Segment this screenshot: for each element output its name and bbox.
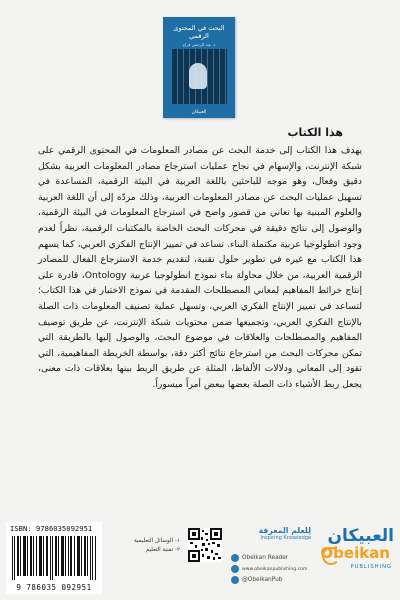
globe-icon: [231, 565, 239, 573]
category-item: ١- الوسائل التعليمية: [133, 538, 180, 544]
qr-code-graphic: [188, 528, 222, 562]
barcode-icon: [12, 536, 96, 580]
website-line[interactable]: [231, 565, 311, 573]
barcode-block: [6, 522, 102, 594]
barcode-number: 9 786035 092951: [16, 583, 92, 592]
publisher-logo: [318, 526, 396, 572]
cover-thumbnail: [163, 17, 235, 118]
book-reader-icon: [231, 554, 239, 562]
cover-thumbnail-author: د. عبد الرحمن فراج: [182, 42, 216, 47]
qr-code-icon[interactable]: [188, 528, 222, 562]
reader-info: [231, 526, 311, 583]
section-heading: هذا الكتاب: [287, 126, 343, 139]
reader-app-line[interactable]: [231, 554, 311, 562]
category-item: ٢- تقنية التعليم: [145, 547, 180, 553]
social-media-icon: [231, 576, 239, 584]
cover-thumbnail-title: البحث في المحتوى الرقمي: [173, 24, 225, 40]
publisher-tagline: PUBLISHING: [350, 564, 392, 570]
figure-shape: [189, 63, 207, 89]
publisher-name-en: Obeikan: [320, 544, 390, 562]
reader-brand-en: Inspiring Knowledge: [260, 535, 311, 541]
social-line[interactable]: [231, 576, 311, 584]
reader-app-name: Obeikan Reader: [242, 555, 289, 561]
cover-thumbnail-art: [171, 49, 227, 104]
website-url: www.obeikanpublishing.com: [242, 566, 308, 572]
social-handle: @ObeikanPub: [242, 577, 283, 583]
cover-thumbnail-logo: العبيكان: [191, 110, 207, 115]
reader-brand-ar: لِلعلم المعرفة: [258, 526, 311, 535]
isbn-label: ISBN: 9786035092951: [10, 524, 93, 533]
category-list: [118, 537, 180, 555]
description-text: يهدف هذا الكتاب إلى خدمة البحث عن مصادر المعلومات في المحتوى الرقمي على شبكة الإنترنت، والإسهام في نجاح عمليات استرجاع مصادر المعلومات العربية بشكل دقيق وفعال، وهو موجه للباحثين باللغة العربية في البيئة الرقمية، المساعدة في تسهيل عمليات البحث عن مصادر المعلومات العربية، وذلك مردّه إلى أن اللغة العربية والعلوم المبنية بها تعاني من قصور واضح في استرجاع المعلومات في البيئة الرقمية، والوصول إلى نتائج دقيقة في محركات البحث الخاصة بالمكتبات الرقمية، نظراً لعدم وجود انطولوجيا عربية مكتملة البناء. تساعد في تمييز الإنتاج الفكري العربي، كما يسهم هذا الكتاب مع غيره في تطوير حلول تقنية، لتقديم خدمة الاسترجاع الفعال للمصادر الرقمية العربية، من خلال محاولة بناء نموذج انطولوجيا عربية Ontology، قادرة على إنتاج خرائط المفاهيم لمعاني المصطلحات المقدمة في نموذج الاختبار في هذا الكتاب؛ لتساعد في تمييز الإنتاج الفكري العربي، وتسهل عملية تصنيف المعلومات ذات الصلة بالإنتاج الفكري العربي، وتجميعها ضمن محتويات شبكة الإنترنت، عن طريق توصيف المفاهيم والمصطلحات والعلاقات في موضوع البحث، والوصول إليها بالطريقة التي تمكن محركات البحث من استرجاع نتائج أكثر دقة، بواسطة الخريطة المفاهيمية، التي تقود إلى المعاني ودلالات الألفاظ، المثلة عن طريق الربط بينها بعلاقات ذات معنى، يجعل ربط الأشياء ذات الصلة بعضها ببعض أمراً ميسوراً.: [38, 145, 362, 390]
publisher-name-ar: العبيكان: [327, 526, 394, 546]
